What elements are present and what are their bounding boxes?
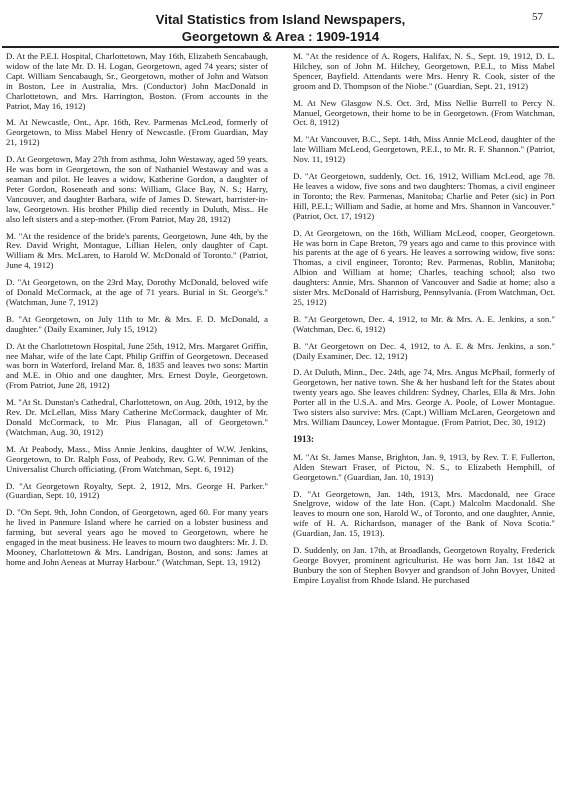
entry: D. At Duluth, Minn., Dec. 24th, age 74, Mrs. Angus McPhail, formerly of Georgetown, her native town. She & her husband left for the States about twenty years ago. She leaves children: Sydney, Charles, Ella & Mrs. John Porter all in the U.S.A. and Mrs. George A. Poole, of Lower Montague. Two sisters also survive: Mrs. (Capt.) William McLaren, Georgetown and Mrs. William Dauncey, Lower Montague. (From Patriot, Dec. 30, 1912) bbox=[293, 367, 555, 427]
entry: M. At New Glasgow N.S. Oct. 3rd, Miss Nellie Burrell to Percy N. Manuel, Georgetown, their home to be in Georgetown. (From Watchman, Oct. 8, 1912) bbox=[293, 97, 555, 128]
entry: M. "At Vancouver, B.C., Sept. 14th, Miss Annie McLeod, daughter of the late William McLeod, Georgetown, P.E.I., to Mr. R. F. Shannon." (Patriot, Nov. 11, 1912) bbox=[293, 134, 555, 165]
year-heading: 1913: bbox=[293, 433, 314, 444]
entry: D. "At Georgetown, Jan. 14th, 1913, Mrs. Macdonald, nee Grace Snelgrove, widow of the late Hon. (Capt.) Malcolm Macdonald. She leaves to mourn one son, Harold W., of Toronto, and one daughter, Annie, wife of H. A. Richardson, manager of the Bank of Nova Scotia." (Guardian, Jan. 15, 1913). bbox=[293, 488, 555, 539]
entry: D. At the Charlottetown Hospital, June 25th, 1912, Mrs. Margaret Griffin, nee Mahar, wife of the late Capt. Philip Griffin of Georgetown. Deceased was born in Waterford, Ireland Mar. 8, 1835 and leaves two sons: Martin and M.E. in Ohio and one daughter, Mrs. Ernest Doyle, Georgetown. (From Patriot, June 28, 1912) bbox=[6, 340, 268, 391]
entry: D. "At Georgetown, suddenly, Oct. 16, 1912, William McLeod, age 78. He leaves a widow, five sons and two daughters: Thomas, a civil engineer in Toronto; the Rev. Parmenas, Manitoba; Charlie and Peter (sic) in Port Hill, P.E.I.; William and Sadie, at home and Mrs. Shannon in Vancouver." (Patriot, Oct. 17, 1912) bbox=[293, 171, 555, 221]
entry: D. "At Georgetown Royalty, Sept. 2, 1912, Mrs. George H. Parker." (Guardian, Sept. 10, 1912) bbox=[6, 480, 268, 501]
entry: M. "At St. James Manse, Brighton, Jan. 9, 1913, by Rev. T. F. Fullerton, Alden Stewart Fraser, of Pictou, N. S., to Elizabeth Hemphill, of Georgetown." (Guardian, Jan. 10, 1913) bbox=[293, 451, 555, 482]
title-line-2: Georgetown & Area : 1909-1914 bbox=[181, 29, 380, 44]
entry: B. "At Georgetown on Dec. 4, 1912, to A. E. & Mrs. Jenkins, a son." (Daily Examiner, Dec. 12, 1912) bbox=[293, 340, 555, 361]
left-column bbox=[6, 52, 268, 796]
entry: D. At Georgetown, on the 16th, William McLeod, cooper, Georgetown. He was born in Cape Breton, 79 years ago and came to this province with his parents at the age of 6 years. He leaves a sorrowing widow, five sons: Thomas, a civil engineer, Toronto; Rev. Parmenas, Roblin, Manitoba; Albion and William at home; Charles, teaching school; also two daughters: Annie, Mrs. Shannon of Vancouver and Sadie at home; also a sister Mrs. McDonald of Harrisburg, Pennsylvania. (From Watchman, Oct. 25, 1912) bbox=[293, 227, 555, 307]
entry: D. "At Georgetown, on the 23rd May, Dorothy McDonald, beloved wife of Donald McCormack, at the age of 71 years. Burial in St. George's." (Watchman, June 7, 1912) bbox=[6, 277, 268, 307]
entry: M. "At the residence of the bride's parents, Georgetown, June 4th, by the Rev. David Wright, Montague, Lillian Helen, only daughter of Capt. William & Mrs. McLaren, to Harold W. McDonald of Toronto." (Patriot, June 4, 1912) bbox=[6, 230, 268, 271]
entry: M. At Newcastle, Ont., Apr. 16th, Rev. Parmenas McLeod, formerly of Georgetown, to Miss Mabel Henry of Newcastle. (From Guardian, May 21, 1912) bbox=[6, 117, 268, 148]
right-column bbox=[293, 52, 555, 796]
entry: M. "At the residence of A. Rogers, Halifax, N. S., Sept. 19, 1912, D. L. Hilchey, son of John M. Hilchey, Georgetown, P.E.I., to Miss Mabel Spencer, Bayfield. Attendants were Mrs. Henry R. Cook, sister of the groom and D. Thompson of the Niobe." (Guardian, Sept. 21, 1912) bbox=[293, 52, 555, 91]
page-number: 57 bbox=[532, 11, 543, 23]
entry: D. "On Sept. 9th, John Condon, of Georgetown, aged 60. For many years he lived in Panmure Island where he carried on a lobster business and farming, but several years ago he moved to Georgetown, where he engaged in the meat business. He leaves to mourn two daughters: Mr. J. D. Mooney, Charlottetown & Mrs. Landrigan, Boston, and sons: James at home and John Aeneas at Murray Harbour." (Watchman, Sept. 13, 1912) bbox=[6, 507, 268, 567]
entry: D. At the P.E.I. Hospital, Charlottetown, May 16th, Elizabeth Sencabaugh, widow of the late Mr. D. H. Logan, Georgetown, aged 74 years; sister of Capt. William Sencabaugh, Sr., Georgetown, mother of John and Watson in Boston, Lee in Australia, Mrs. (Conductor) John MacDonald in Charlottetown, and Mrs. Harrington, Boston. (From accounts in the Patriot, May 16, 1912) bbox=[6, 52, 268, 111]
page-title bbox=[0, 11, 561, 45]
entry: M. "At St. Dunstan's Cathedral, Charlottetown, on Aug. 20th, 1912, by the Rev. Dr. McLellan, Miss Mary Catherine McCormack, daughter of Mr. Donald McCormack, to Mr. Pius Flanagan, all of Georgetown." (Watchman, Aug. 30, 1912) bbox=[6, 397, 268, 437]
title-line-1: Vital Statistics from Island Newspapers, bbox=[155, 12, 406, 27]
entry: M. At Peabody, Mass., Miss Annie Jenkins, daughter of W.W. Jenkins, Georgetown, to Dr. Ralph Foss, of Peabody, Rev. G.W. Penniman of the Universalist Church officiating. (From Watchman, Sept. 6, 1912) bbox=[6, 443, 268, 474]
entry: D. At Georgetown, May 27th from asthma, John Westaway, aged 59 years. He was born in Georgetown, the son of Nathaniel Westaway and was a seaman and pilot. He leaves a widow, Katherine Gordon, a daughter of Peter Gordon, Roseneath and sons: William, Glace Bay, N. S.; Harry, Vancouver, and daughter Barbara, wife of James D. Stewart, barrister-in-law, Georgetown. His brother Philip died recently in Duluth, Miss.. He also left sisters and a step-mother. (From Patriot, May 28, 1912) bbox=[6, 154, 268, 224]
title-rule bbox=[2, 46, 559, 48]
entry: D. Suddenly, on Jan. 17th, at Broadlands, Georgetown Royalty, Frederick George Bovyer, prominent agriculturist. He was born Jan. 1st 1842 at Bunbury the son of Stephen Bovyer and grandson of John Bovyer, United Empire Loyalist from Rhode Island. He purchased bbox=[293, 545, 555, 585]
entry: B. "At Georgetown, on July 11th to Mr. & Mrs. F. D. McDonald, a daughter." (Daily Examiner, July 15, 1912) bbox=[6, 313, 268, 334]
entry: B. "At Georgetown, Dec. 4, 1912, to Mr. & Mrs. A. E. Jenkins, a son." (Watchman, Dec. 6, 1912) bbox=[293, 313, 555, 334]
